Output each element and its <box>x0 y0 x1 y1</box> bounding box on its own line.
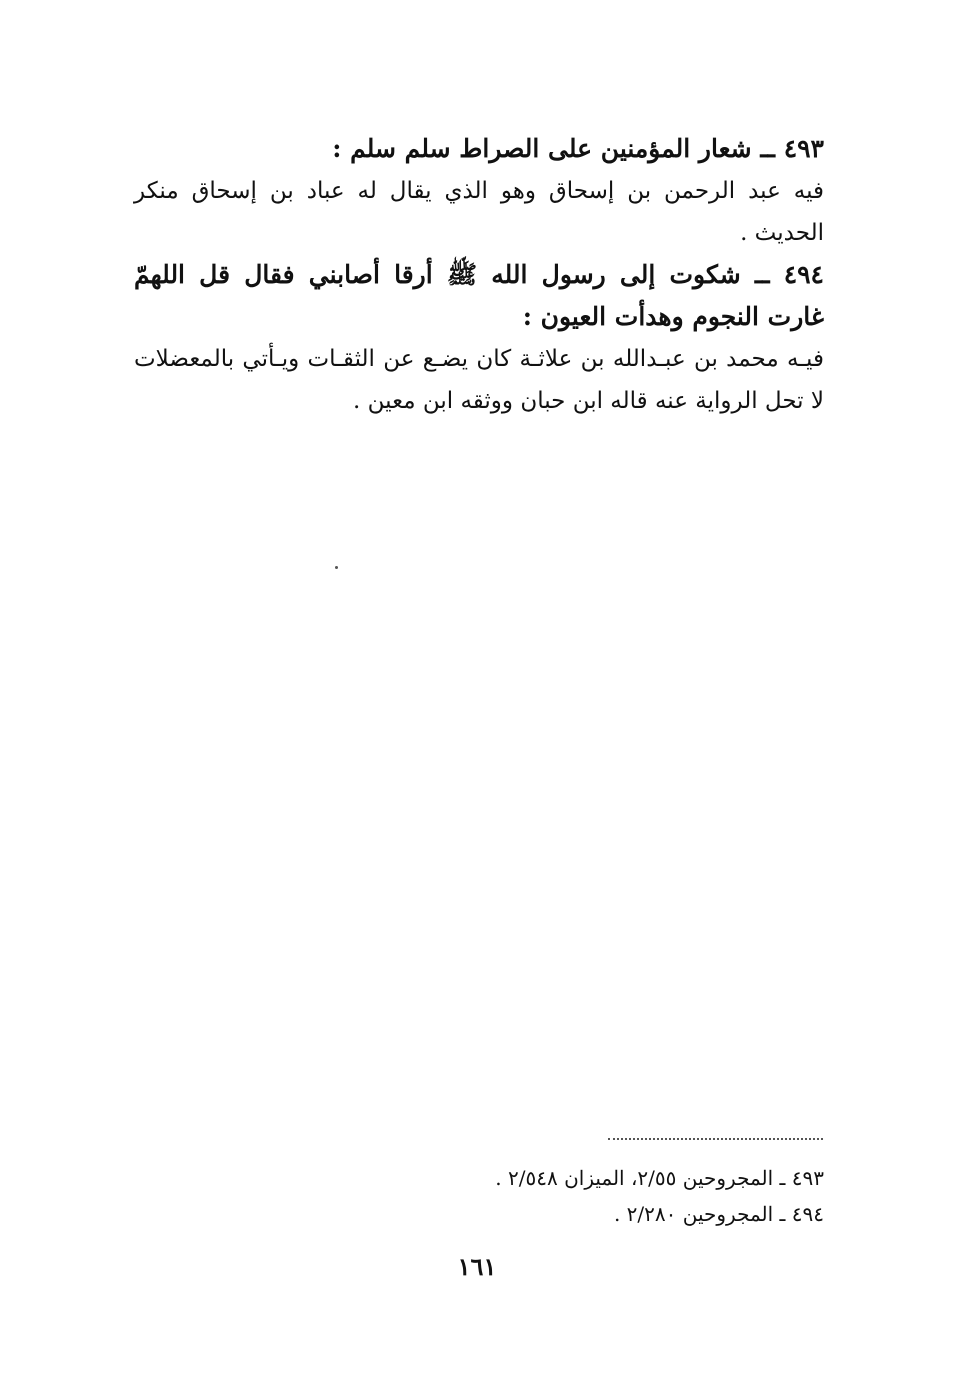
entry-493-heading: ٤٩٣ ــ شعار المؤمنين على الصراط سلم سلم : <box>332 134 824 163</box>
footnote-494: ٤٩٤ ـ المجروحين ٢/٢٨٠ . <box>613 1202 824 1226</box>
entry-494-body: فيـه محمد بن عبـدالله بن علاثـة كان يضـع عن الثقـات ويـأتي بالمعضلات لا تحل الرواية عنه قاله ابن حبان ووثقه ابن معين . <box>134 346 824 414</box>
footnote-493: ٤٩٣ ـ المجروحين ٢/٥٥، الميزان ٢/٥٤٨ . <box>495 1166 824 1190</box>
page-number: ١٦١ <box>457 1252 497 1281</box>
footnote-separator <box>608 1128 823 1140</box>
entry-494-heading: ٤٩٤ ــ شكوت إلى رسول الله ﷺ أرقا أصابني فقال قل اللهمّ غارت النجوم وهدأت العيون : <box>134 260 824 331</box>
entry-493-body: فيه عبد الرحمن بن إسحاق وهو الذي يقال له عباد بن إسحاق منكر الحديث . <box>134 178 824 246</box>
scan-speck <box>335 566 338 569</box>
